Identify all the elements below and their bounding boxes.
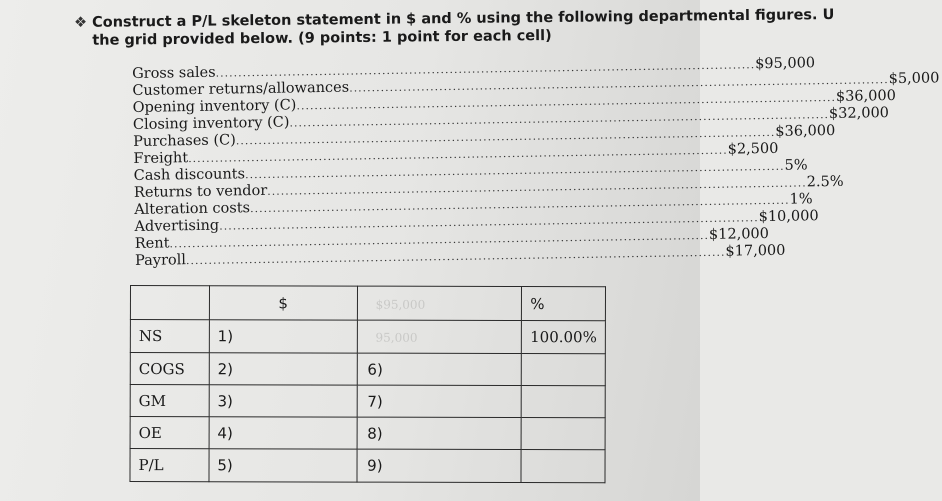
cell-oe-percent[interactable]: 8) xyxy=(357,417,522,449)
cell-pl-percent[interactable]: 9) xyxy=(357,449,522,482)
instructions-line-2: the grid provided below. (9 points: 1 point for each cell) xyxy=(92,27,552,49)
percent-column-header: % xyxy=(522,287,606,321)
cell-gm-percent[interactable]: 7) xyxy=(357,385,522,417)
grid-blank-header xyxy=(357,286,522,320)
grid-row-oe xyxy=(130,417,605,450)
cell-cogs-dollar[interactable]: 2) xyxy=(209,353,357,385)
cell-ns-total: 100.00% xyxy=(522,321,606,354)
cell-cogs-percent[interactable]: 6) xyxy=(357,353,522,385)
grid-corner-cell xyxy=(130,286,209,320)
figure-row: Freight ..... $2,500 xyxy=(133,146,441,168)
row-label-gm: GM xyxy=(130,385,209,417)
grid-row-gm xyxy=(130,385,605,418)
grid-header-row xyxy=(130,286,605,321)
grid-row-pl xyxy=(130,449,605,483)
figure-row: Opening inventory (C) ..... $36,000 xyxy=(133,95,447,117)
pl-skeleton-grid xyxy=(129,285,606,483)
figure-row: Cash discounts ..... 5% xyxy=(134,163,430,185)
row-label-oe: OE xyxy=(130,417,209,449)
cell-pl-dollar[interactable]: 5) xyxy=(209,449,357,482)
cell-pl-extra xyxy=(521,450,605,483)
figure-row: Alteration costs ..... 1% xyxy=(134,197,434,219)
figure-row: Rent ..... $12,000 xyxy=(135,231,463,253)
dollar-column-header: $ xyxy=(209,286,357,320)
bleed-through-text: $95,000 xyxy=(375,297,426,312)
cell-gm-extra xyxy=(521,386,605,418)
cell-cogs-extra xyxy=(521,354,605,386)
row-label-cogs: COGS xyxy=(130,353,209,385)
grid-row-cogs xyxy=(130,353,605,386)
cell-ns-dollar[interactable]: 1) xyxy=(209,320,357,353)
cell-ns-percent[interactable] xyxy=(357,320,522,353)
grid-row-ns xyxy=(130,320,605,354)
figure-row: Purchases (C) ..... $36,000 xyxy=(133,129,449,151)
row-label-pl: P/L xyxy=(130,449,209,482)
instructions-line-1: ❖ Construct a P/L skeleton statement in $ and % using the following departmental figures. U xyxy=(74,7,835,31)
figure-row: Advertising ..... $10,000 xyxy=(134,214,462,236)
cell-oe-extra xyxy=(521,418,605,450)
row-label-ns: NS xyxy=(130,320,209,353)
cell-gm-dollar[interactable]: 3) xyxy=(209,385,357,417)
figure-row: Closing inventory (C) ..... $32,000 xyxy=(133,112,447,134)
diamond-bullet-icon: ❖ xyxy=(74,14,88,31)
departmental-figures-list xyxy=(132,55,940,270)
instructions xyxy=(74,7,835,50)
figure-row: Customer returns/allowances ..... $5,000 xyxy=(132,78,442,100)
cell-oe-dollar[interactable]: 4) xyxy=(209,417,357,449)
figure-row: Payroll ..... $17,000 xyxy=(135,248,465,270)
figure-row: Returns to vendor ..... 2.5% xyxy=(134,180,444,202)
bleed-through-text: 95,000 xyxy=(375,330,418,345)
figure-row: Gross sales ..... $95,000 xyxy=(132,61,442,83)
